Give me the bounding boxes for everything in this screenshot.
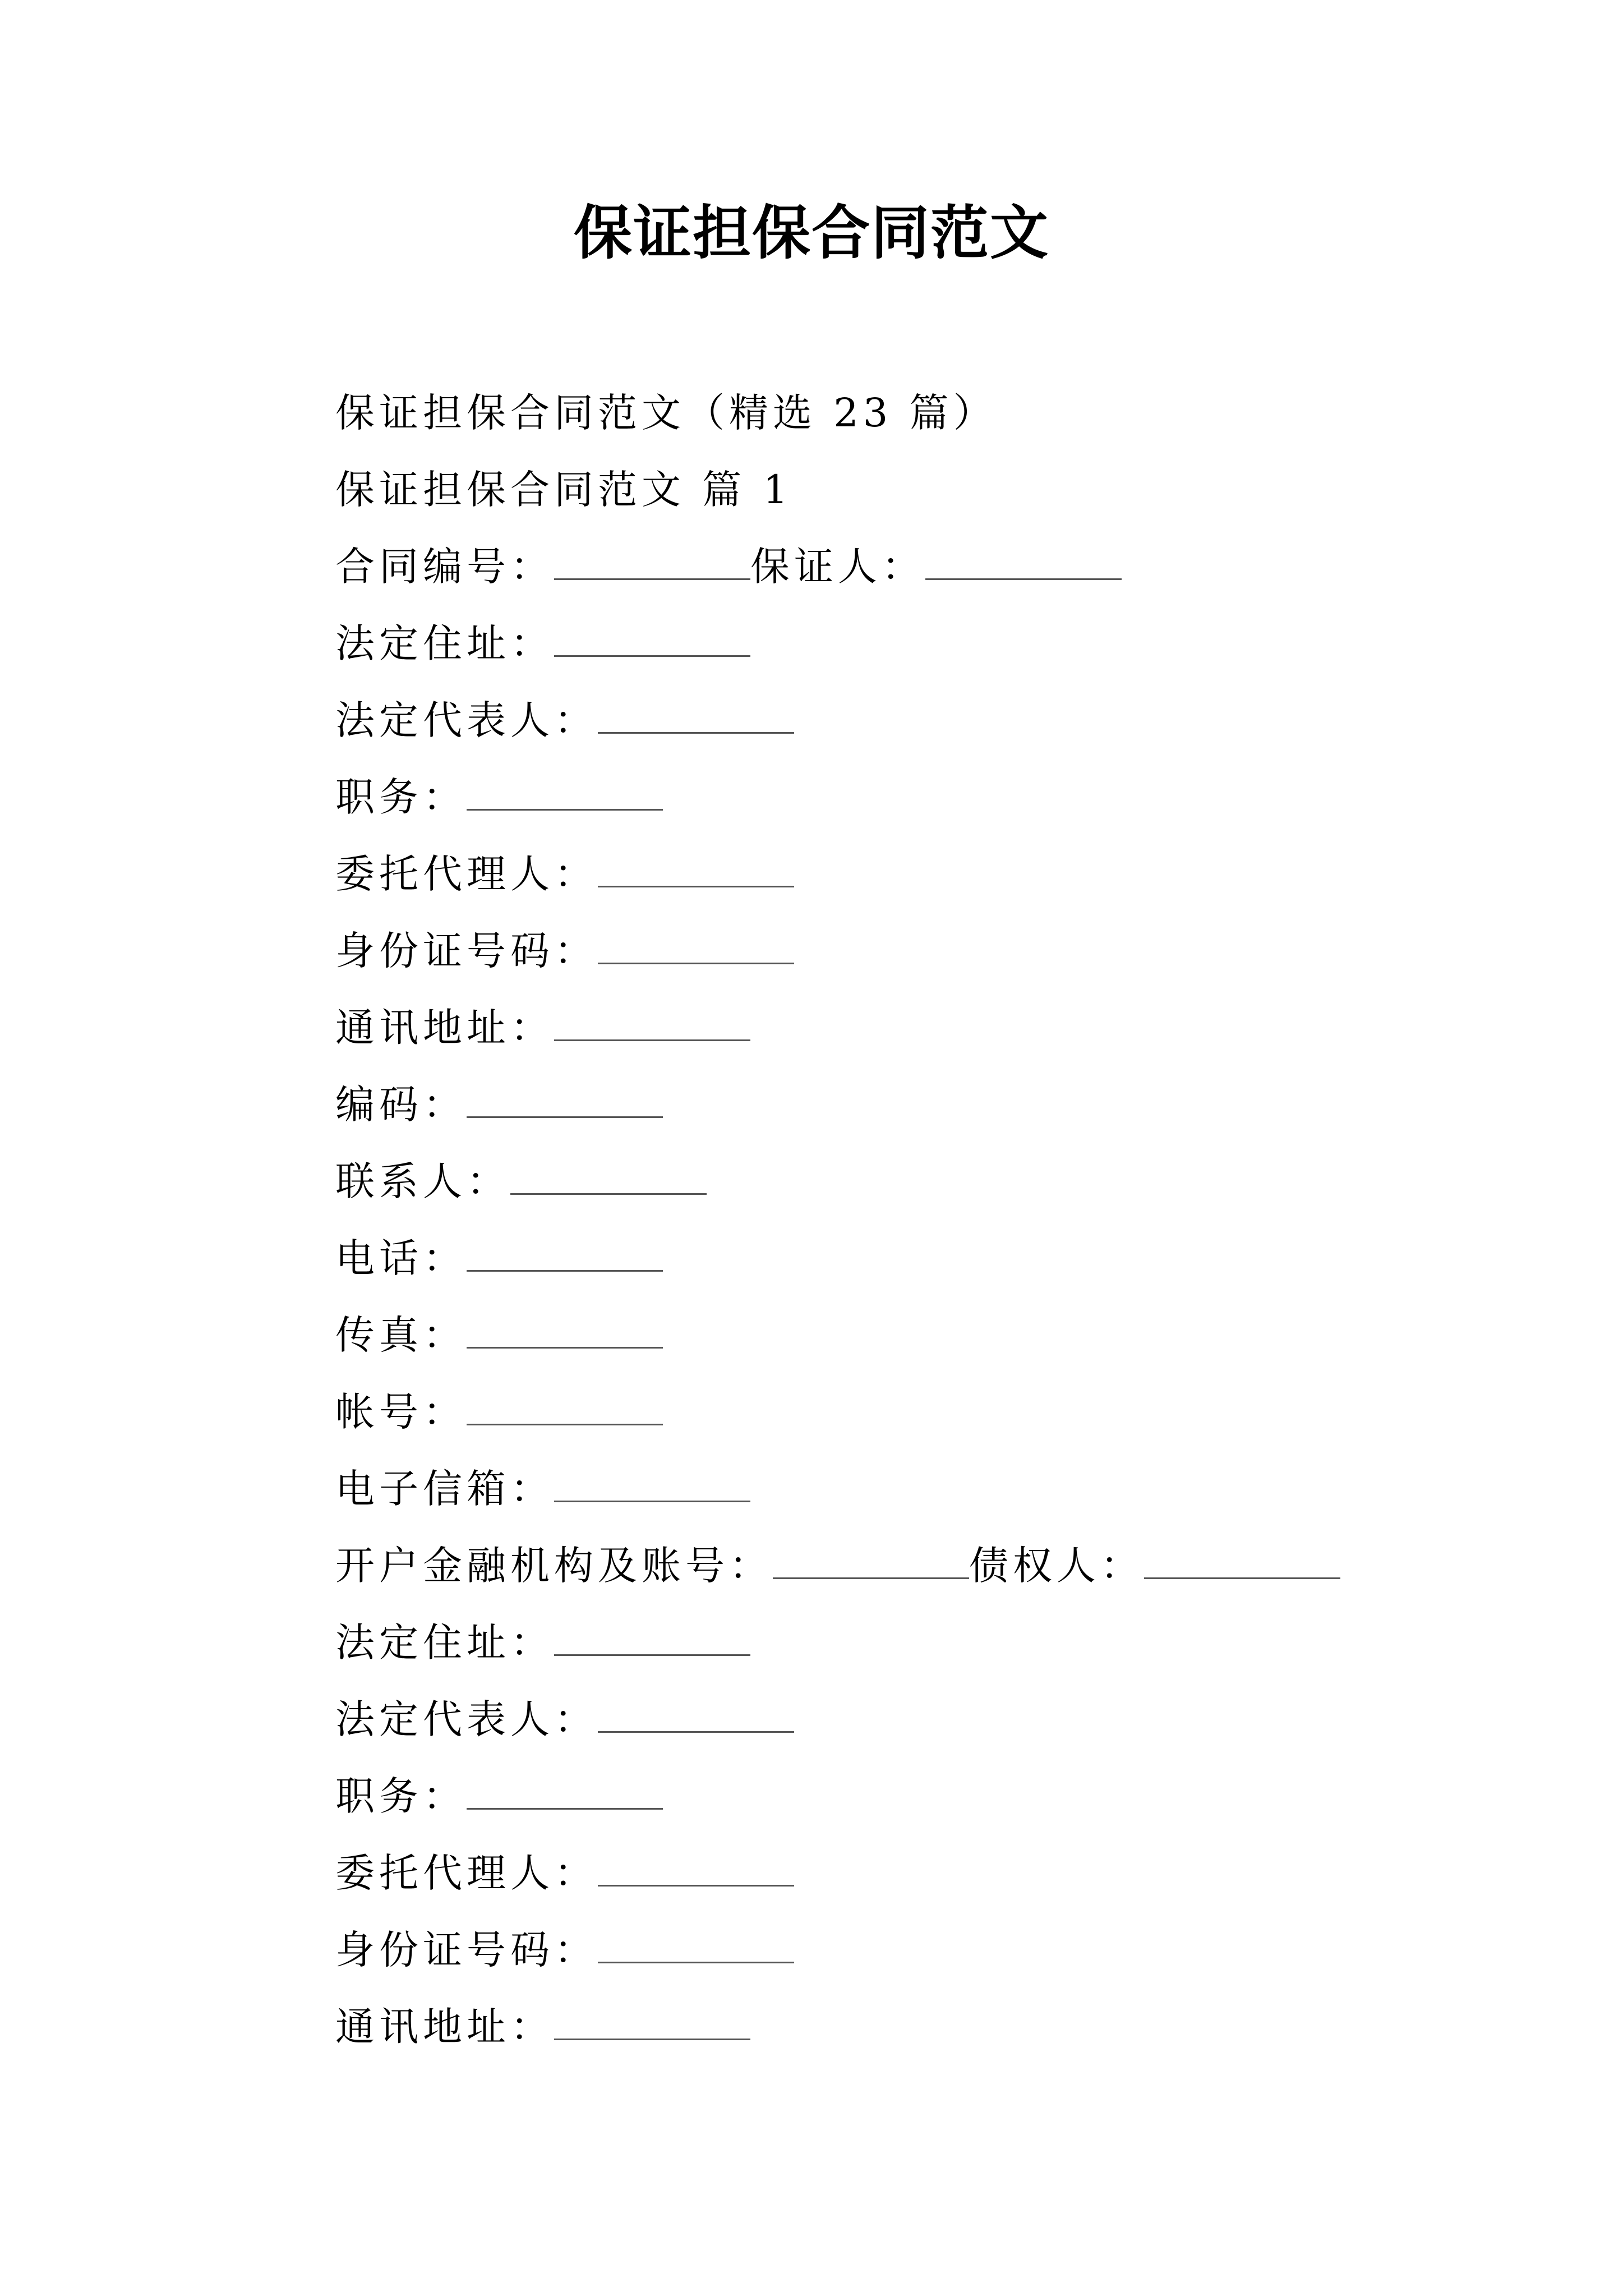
field-label: 电话： (335, 1235, 467, 1281)
field-label: 法定住址： (335, 1619, 554, 1665)
fill-in-blank (554, 2007, 750, 2040)
field-label: 帐号： (335, 1389, 467, 1435)
field-line (335, 1912, 1513, 1989)
field-line (335, 1451, 1513, 1527)
field-label: 法定住址： (335, 620, 554, 666)
document-title: 保证担保合同范文 (573, 198, 1049, 267)
field-line (335, 682, 1513, 759)
field-label: 通讯地址： (335, 2004, 554, 2050)
document-subtitle: 保证担保合同范文（精选 23 篇） (335, 390, 997, 436)
field-label: 职务： (335, 1773, 467, 1819)
field-label: 电子信箱： (335, 1466, 554, 1512)
fill-in-blank (467, 1777, 663, 1810)
fill-in-blank (554, 547, 750, 580)
field-line (335, 1143, 1513, 1220)
field-label: 委托代理人： (335, 1850, 598, 1896)
field-line (335, 1835, 1513, 1912)
section-heading: 保证担保合同范文 篇 1 (335, 467, 793, 513)
field-label: 开户金融机构及账号： (335, 1543, 773, 1589)
fill-in-blank (467, 1315, 663, 1349)
field-label: 传真： (335, 1312, 467, 1358)
field-label: 身份证号码： (335, 928, 598, 974)
fill-in-blank (598, 1853, 794, 1887)
fill-in-blank (925, 547, 1122, 580)
fill-in-blank (598, 931, 794, 964)
field-line (335, 1297, 1513, 1374)
field-line (335, 1374, 1513, 1451)
field-label: 法定代表人： (335, 697, 598, 743)
fill-in-blank (510, 1162, 707, 1195)
field-line (335, 836, 1513, 913)
field-line (335, 1681, 1513, 1758)
field-label: 联系人： (335, 1158, 510, 1204)
fill-in-blank (598, 854, 794, 887)
field-label: 债权人： (969, 1543, 1144, 1589)
field-line (335, 759, 1513, 836)
field-line (335, 1604, 1513, 1681)
field-label: 法定代表人： (335, 1696, 598, 1742)
field-label: 职务： (335, 774, 467, 820)
fill-in-blank (554, 1469, 750, 1502)
field-line (335, 605, 1513, 682)
field-line (335, 1758, 1513, 1835)
document-body (335, 375, 1513, 2065)
field-label: 通讯地址： (335, 1005, 554, 1051)
field-line (335, 1989, 1513, 2065)
field-line-contract-no (335, 528, 1513, 605)
fill-in-blank (467, 1392, 663, 1425)
fill-in-blank (467, 1085, 663, 1118)
fill-in-blank (598, 701, 794, 734)
fill-in-blank (598, 1700, 794, 1733)
field-label: 编码： (335, 1082, 467, 1128)
field-line-bank-account (335, 1527, 1513, 1604)
field-label: 委托代理人： (335, 851, 598, 897)
fill-in-blank (467, 777, 663, 811)
fill-in-blank (1144, 1546, 1340, 1579)
field-line (335, 990, 1513, 1066)
fill-in-blank (554, 624, 750, 657)
fill-in-blank (554, 1623, 750, 1656)
fill-in-blank (598, 1930, 794, 1963)
field-line (335, 1220, 1513, 1297)
field-label: 保证人： (750, 544, 925, 590)
fill-in-blank (554, 1008, 750, 1041)
field-line (335, 913, 1513, 990)
fill-in-blank (467, 1239, 663, 1272)
fill-in-blank (773, 1546, 969, 1579)
field-label: 身份证号码： (335, 1927, 598, 1973)
field-line (335, 1066, 1513, 1143)
field-label: 合同编号： (335, 544, 554, 590)
